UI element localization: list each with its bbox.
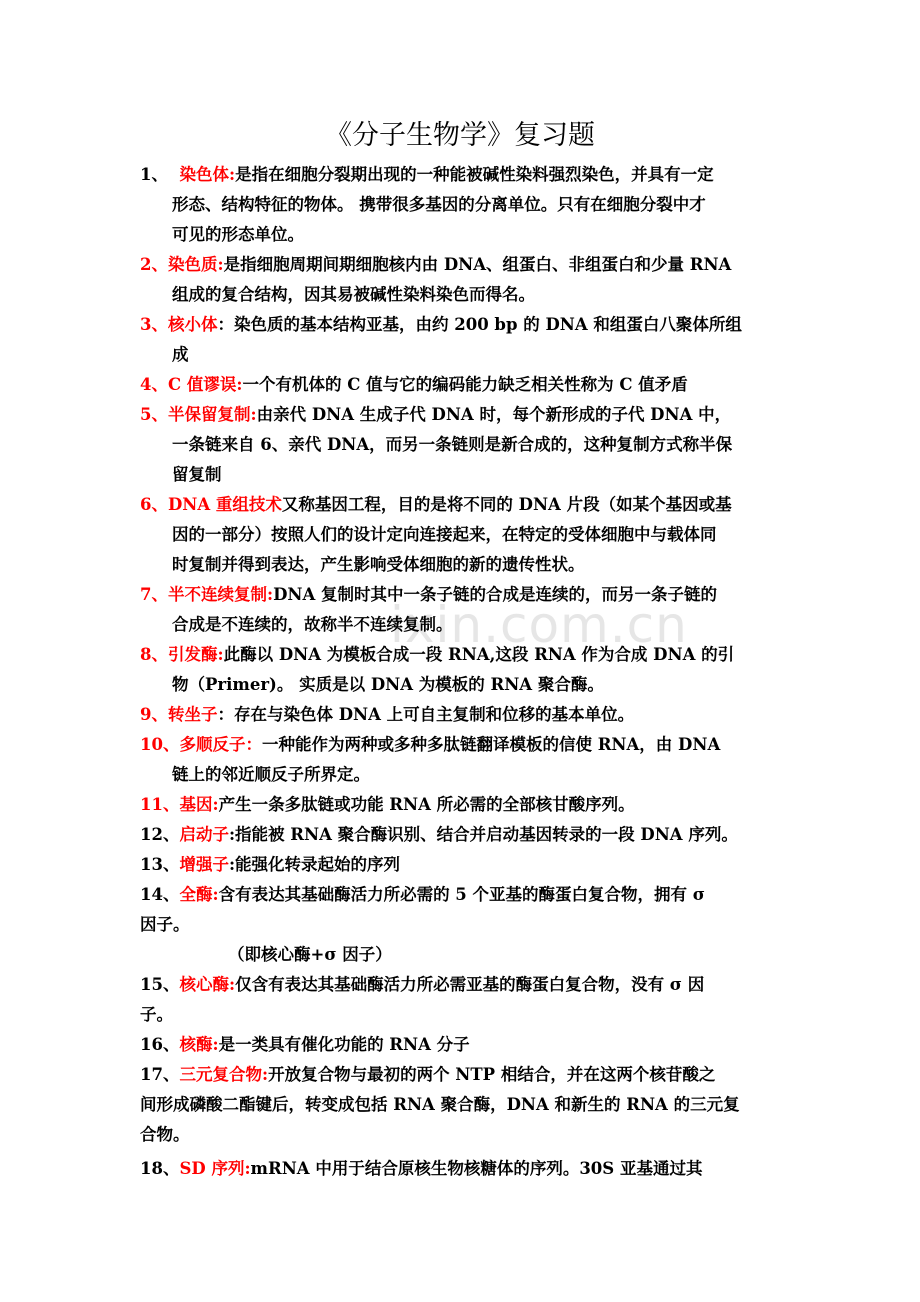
entry-term: 全酶: (179, 885, 219, 904)
entry-number: 14、 (140, 885, 180, 904)
entry-term: 染色体: (179, 165, 236, 184)
page-title: 《分子生物学》复习题 (325, 120, 595, 151)
entry-term: 半不连续复制: (167, 585, 274, 604)
glossary-entry (140, 250, 782, 310)
entry-term: 转坐子 (167, 705, 218, 724)
entry-text: 产生一条多肽链或功能 RNA 所必需的全部核甘酸序列。 (218, 795, 635, 814)
entry-term: 三元复合物: (179, 1065, 269, 1084)
entry-number: 17、 (140, 1065, 180, 1084)
glossary-entry (140, 730, 782, 790)
glossary-entry (140, 880, 782, 970)
entry-term: DNA 重组技术 (167, 495, 282, 514)
entry-term: 启动子 (179, 825, 229, 844)
entry-term: 核酶: (179, 1035, 219, 1054)
entry-text: 时复制并得到表达，产生影响受体细胞的新的遗传性状。 (172, 555, 585, 574)
glossary-entry (140, 580, 782, 640)
watermark: ixin.com.cn (390, 596, 688, 654)
glossary-entry (140, 310, 782, 370)
glossary-entry (140, 490, 782, 580)
entry-text: ：存在与染色体 DNA 上可自主复制和位移的基本单位。 (217, 705, 635, 724)
entry-text: 子。 (140, 1005, 173, 1024)
glossary-entry (140, 790, 782, 820)
entry-text: 物（Primer)。 实质是以 DNA 为模板的 RNA 聚合酶。 (172, 675, 604, 694)
entry-text: 是指在细胞分裂期出现的一种能被碱性染料强烈染色，并具有一定 (235, 165, 714, 184)
glossary-entry (140, 850, 782, 880)
entry-number: 5、 (140, 405, 168, 424)
entry-text: 是指细胞周期间期细胞核内由 DNA、组蛋白、非组蛋白和少量 RNA (223, 255, 732, 274)
entry-text: mRNA 中用于结合原核生物核糖体的序列。30S 亚基通过其 (250, 1159, 703, 1178)
entry-number: 3、 (140, 315, 168, 334)
entry-text: 合物。 (140, 1125, 190, 1144)
entry-text: 间形成磷酸二酯键后，转变成包括 RNA 聚合酶，DNA 和新生的 RNA 的三元复 (140, 1095, 740, 1114)
entry-term: 多顺反子： (179, 735, 262, 754)
glossary-entry (140, 820, 782, 850)
entry-text: 又称基因工程，目的是将不同的 DNA 片段（如某个基因或基 (281, 495, 732, 514)
entry-text: （即核心酶+σ 因子） (228, 945, 392, 964)
entry-text: 合成是不连续的，故称半不连续复制。 (172, 615, 453, 634)
glossary-entry (140, 370, 782, 400)
entry-text: 是一类具有催化功能的 RNA 分子 (218, 1035, 470, 1054)
entry-term: 半保留复制: (167, 405, 257, 424)
entry-number: 13、 (140, 855, 180, 874)
entry-number: 11、 (140, 795, 180, 814)
entry-text: 因的一部分）按照人们的设计定向连接起来，在特定的受体细胞中与载体同 (172, 525, 717, 544)
glossary-entry (140, 1060, 782, 1150)
entry-term: 基因: (179, 795, 219, 814)
entry-text: ：染色质的基本结构亚基，由约 200 bp 的 DNA 和组蛋白八聚体所组 (217, 315, 742, 334)
entry-text: 留复制 (172, 465, 222, 484)
entry-term: C 值谬误: (167, 375, 243, 394)
entry-term: SD 序列: (179, 1159, 251, 1178)
glossary-entry (140, 1030, 782, 1060)
entry-term: 核小体 (167, 315, 218, 334)
entry-text: 一种能作为两种或多种多肽链翻译模板的信使 RNA，由 DNA (261, 735, 721, 754)
entry-text: 形态、结构特征的物体。 携带很多基因的分离单位。只有在细胞分裂中才 (172, 195, 706, 214)
glossary-entry (140, 400, 782, 490)
entry-number: 15、 (140, 975, 180, 994)
entry-number: 1、 (140, 165, 168, 184)
entry-text: 一个有机体的 C 值与它的编码能力缺乏相关性称为 C 值矛盾 (242, 375, 688, 394)
entry-text: 成 (172, 345, 189, 364)
entry-term: 引发酶: (167, 645, 224, 664)
entry-number: 12、 (140, 825, 180, 844)
entry-text: 由亲代 DNA 生成子代 DNA 时，每个新形成的子代 DNA 中， (256, 405, 732, 424)
entry-number: 4、 (140, 375, 168, 394)
glossary-entry (140, 160, 782, 250)
entry-number: 8、 (140, 645, 168, 664)
entry-text: 此酶以 DNA 为模板合成一段 RNA,这段 RNA 作为合成 DNA 的引 (223, 645, 735, 664)
entry-number: 9、 (140, 705, 168, 724)
entry-text: 含有表达其基础酶活力所必需的 5 个亚基的酶蛋白复合物，拥有 σ (218, 885, 705, 904)
entry-text: 一条链来自 6、亲代 DNA，而另一条链则是新合成的，这种复制方式称半保 (172, 435, 733, 454)
glossary-entry (140, 1154, 782, 1184)
entry-number: 6、 (140, 495, 168, 514)
entry-text: DNA 复制时其中一条子链的合成是连续的，而另一条子链的 (273, 585, 718, 604)
entry-text: :能强化转录起始的序列 (228, 855, 401, 874)
entry-number: 10、 (140, 735, 180, 754)
entry-term: 核心酶: (179, 975, 236, 994)
entry-number: 16、 (140, 1035, 180, 1054)
entry-text: 可见的形态单位。 (172, 225, 304, 244)
entry-text: 仅含有表达其基础酶活力所必需亚基的酶蛋白复合物，没有 σ 因 (235, 975, 705, 994)
entry-term: 增强子 (179, 855, 229, 874)
entry-text: 组成的复合结构，因其易被碱性染料染色而得名。 (172, 285, 535, 304)
glossary-entry (140, 970, 782, 1030)
glossary-entry (140, 700, 782, 730)
entry-text: 链上的邻近顺反子所界定。 (172, 765, 370, 784)
entry-term: 染色质: (167, 255, 224, 274)
glossary-list (140, 160, 782, 1184)
entry-text: 开放复合物与最初的两个 NTP 相结合，并在这两个核苷酸之 (268, 1065, 716, 1084)
glossary-entry (140, 640, 782, 700)
entry-number: 18、 (140, 1159, 180, 1178)
entry-number: 7、 (140, 585, 168, 604)
entry-number: 2、 (140, 255, 168, 274)
entry-text: 因子。 (140, 915, 190, 934)
entry-text: :指能被 RNA 聚合酶识别、结合并启动基因转录的一段 DNA 序列。 (228, 825, 738, 844)
